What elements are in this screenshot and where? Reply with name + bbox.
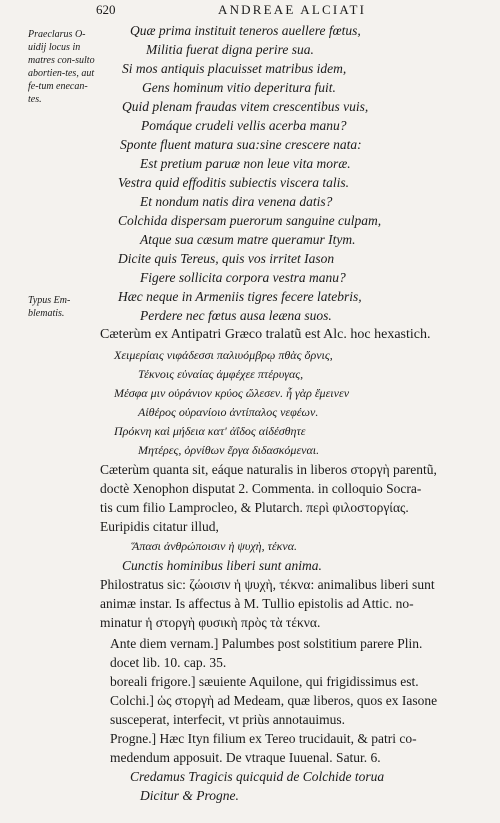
verse-line: Hæc neque in Armeniis tigres fecere latebris,	[118, 289, 362, 304]
prose-line: tis cum filio Lamprocleo, & Plutarch. περὶ φιλοστοργίας.	[100, 500, 409, 515]
commentary-line: boreali frigore.] sæuiente Aquilone, qui frigidissimus est.	[110, 674, 419, 689]
verse-line: Quid plenam fraudas vitem crescentibus vuis,	[122, 99, 369, 114]
commentary-line: medendum apposuit. De vtraque Iuuenal. Satur. 6.	[110, 750, 381, 765]
verse-line: Militia fuerat digna perire sua.	[146, 42, 314, 57]
commentary-line: susceperat, interfecit, vt priùs annotauimus.	[110, 712, 346, 727]
verse-line: Et nondum natis dira venena datis?	[140, 194, 333, 209]
commentary-line: docet lib. 10. cap. 35.	[110, 655, 227, 670]
running-title: ANDREAE ALCIATI	[218, 2, 367, 17]
prose-line: minatur ἡ στοργὴ φυσικὴ πρὸς τὰ τέκνα.	[100, 615, 321, 630]
verse-line: Figere sollicita corpora vestra manu?	[140, 270, 346, 285]
verse-line: Gens hominum vitio deperitura fuit.	[142, 80, 336, 95]
quote-translation: Cunctis hominibus liberi sunt anima.	[122, 558, 322, 573]
verse-line: Atque sua cæsum matre queramur Itym.	[140, 232, 356, 247]
prose-line: Philostratus sic: ζώοισιν ἡ ψυχὴ, τέκνα: animalibus liberi sunt	[100, 577, 435, 592]
margin-note: Praeclarus O-uidij locus in matres con-sulto abortien-tes, aut fe-tum enecan-tes.	[28, 29, 95, 105]
greek-verse-line: Χειμερίαις νιφάδεσσι παλιυόμβρῳ πθὰς ὄρνις,	[114, 348, 333, 362]
commentary-line: Colchi.] ὡς στοργὴ ad Medeam, quæ liberos, quos ex Iasone	[110, 693, 438, 708]
verse-line: Pomáque crudeli vellis acerba manu?	[141, 118, 347, 133]
greek-verse-line: Τέκνοις εὐναίας ἀμφέχεε πτέρυγας,	[138, 367, 304, 381]
greek-verse-line: Αἰθέρος οὐρανίοιο ἀντίπαλος νεφέων.	[138, 405, 319, 419]
quoted-verse: Credamus Tragicis quicquid de Colchide torua	[130, 769, 385, 784]
prose-line: Cæterùm ex Antipatri Græco tralatũ est Alc. hoc hexastich.	[100, 327, 431, 342]
verse-line: Est pretium paruæ non leue vita moræ.	[140, 156, 351, 171]
prose-line: Euripidis citatur illud,	[100, 519, 219, 534]
verse-line: Si mos antiquis placuisset matribus idem,	[122, 61, 347, 76]
greek-verse-line: Μέσφα μιν οὐράνιον κρύος ὤλεσεν. ἦ γὰρ ἔμεινεν	[114, 386, 350, 400]
prose-line: Cæterùm quanta sit, eáque naturalis in liberos στοργὴ parentũ,	[100, 462, 437, 477]
quoted-verse: Dicitur & Progne.	[140, 788, 239, 803]
prose-line: animæ instar. Is affectus à M. Tullio epistolis ad Attic. no-	[100, 596, 414, 611]
verse-line: Colchida dispersam puerorum sanguine culpam,	[118, 213, 382, 228]
verse-line: Sponte fluent matura sua:sine crescere nata:	[120, 137, 362, 152]
commentary-line: Ante diem vernam.] Palumbes post solstitium parere Plin.	[110, 636, 423, 651]
page-header	[0, 2, 500, 20]
greek-quote: Ἅπασι ἀνθρώποισιν ἡ ψυχὴ, τέκνα.	[132, 539, 298, 553]
prose-line: doctè Xenophon disputat 2. Commenta. in colloquio Socra-	[100, 481, 422, 496]
margin-note: Typus Em-blematis.	[28, 295, 71, 319]
greek-verse-line: Πρόκνη καὶ μήδεια κατ' ἀΐδος αἰδέσθητε	[114, 424, 306, 438]
verse-line: Dicite quis Tereus, quis vos irritet Iason	[118, 251, 335, 266]
verse-line: Perdere nec fœtus ausa leæna suos.	[140, 308, 332, 323]
verse-line: Quæ prima instituit teneros auellere fœtus,	[130, 23, 361, 38]
page-number: 620	[96, 2, 116, 17]
greek-verse-line: Μητέρες, ὀρνίθων ἔργα διδασκόμεναι.	[138, 443, 320, 457]
verse-line: Vestra quid effoditis subiectis viscera talis.	[118, 175, 349, 190]
commentary-line: Progne.] Hæc Ityn filium ex Tereo trucidauit, & patri co-	[110, 731, 417, 746]
